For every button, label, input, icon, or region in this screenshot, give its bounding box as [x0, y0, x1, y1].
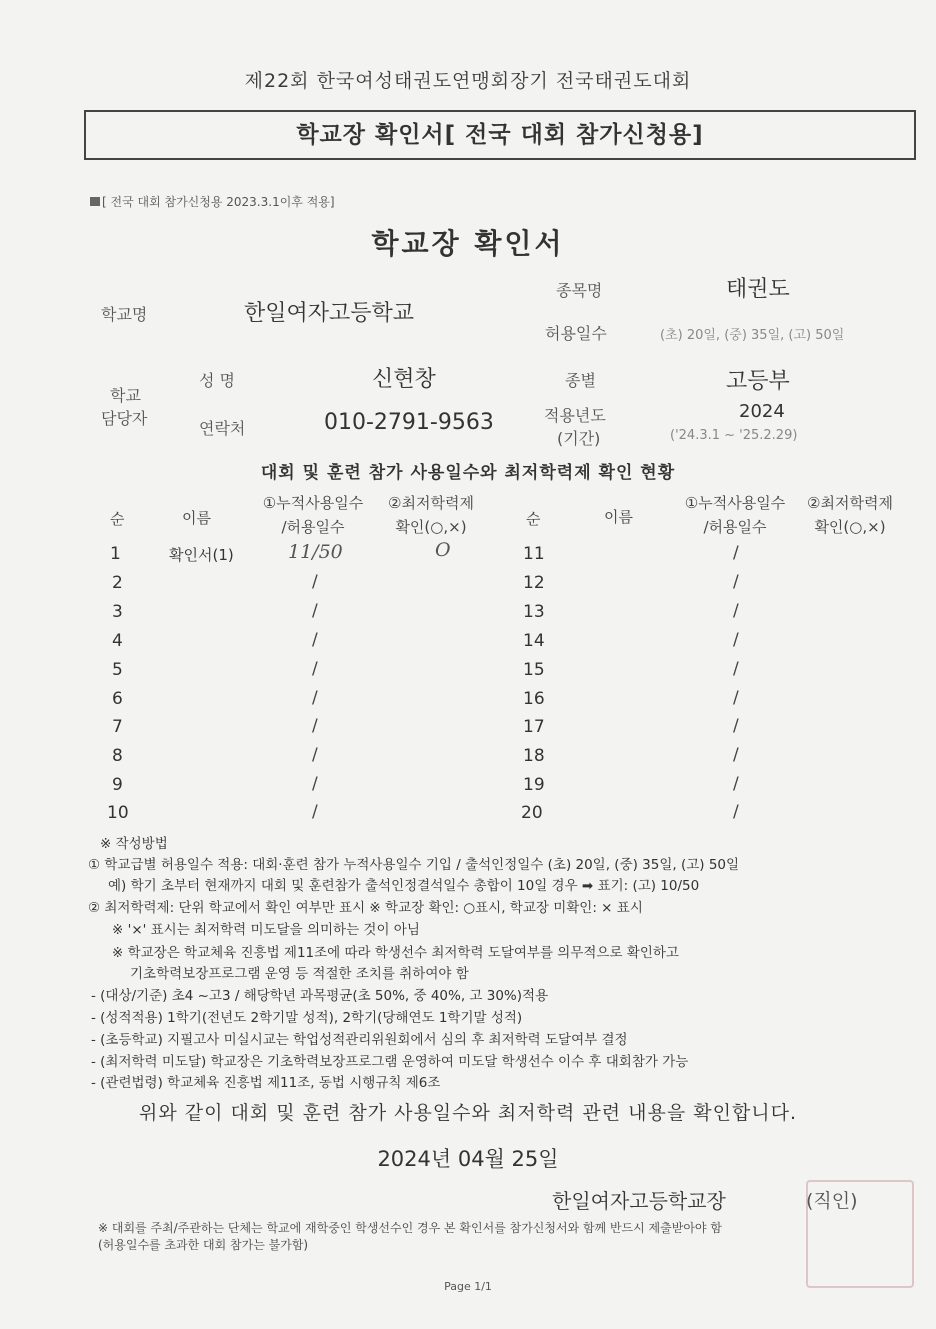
header-days-line1: ①누적사용일수: [684, 494, 786, 512]
row-name: 확인서(1): [169, 546, 234, 564]
category-label: 종별: [565, 371, 596, 390]
row-days: /: [312, 802, 318, 822]
header-name-left: 이름: [182, 509, 211, 527]
note-line: ※ 학교장은 학교체육 진흥법 제11조에 따라 학생선수 최저학력 도달여부를 의무적으로 확인하고: [112, 945, 679, 961]
school-value: 한일여자고등학교: [244, 301, 415, 326]
note-line: - (대상/기준) 초4 ~고3 / 해당학년 과목평균(초 50%, 중 40%, 고 30%)적용: [91, 988, 549, 1004]
status-title: 대회 및 훈련 참가 사용일수와 최저학력제 확인 현황: [260, 463, 676, 483]
row-seq: 3: [112, 602, 123, 622]
footer-line1: ※ 대회를 주최/주관하는 단체는 학교에 재학중인 학생선수인 경우 본 확인서를 참가신청서와 함께 반드시 제출받아야 함: [98, 1221, 722, 1235]
row-seq: 10: [107, 803, 129, 823]
row-days: /: [733, 659, 739, 679]
allowed-days-value: (초) 20일, (중) 35일, (고) 50일: [660, 328, 845, 343]
row-days: /: [733, 630, 739, 650]
row-seq: 12: [523, 573, 545, 593]
form-heading: 학교장 확인서: [371, 227, 565, 260]
row-days: /: [312, 774, 318, 794]
header-days-line1: ①누적사용일수: [262, 494, 364, 512]
square-icon: [90, 197, 100, 206]
header-name-right: 이름: [604, 508, 633, 526]
name-value: 신현창: [372, 367, 436, 392]
row-seq: 5: [112, 660, 123, 680]
row-check-handwritten: O: [435, 539, 451, 561]
allowed-days-label: 허용일수: [545, 324, 607, 343]
seal-label: (직인): [806, 1190, 858, 1212]
row-seq: 18: [523, 746, 545, 766]
principal-name: 한일여자고등학교장: [552, 1189, 726, 1213]
note-line: ※ '×' 표시는 최저학력 미도달을 의미하는 것이 아님: [112, 922, 420, 938]
period-value: ('24.3.1 ~ '25.2.29): [670, 428, 798, 443]
row-days: /: [733, 688, 739, 708]
contact-value: 010-2791-9563: [324, 410, 494, 435]
header-days-left: [258, 491, 368, 539]
year-value: 2024: [739, 401, 785, 422]
header-academic-left: [376, 491, 486, 539]
form-tag-text: [ 전국 대회 참가신청용 2023.3.1이후 적용]: [102, 195, 335, 209]
row-seq: 16: [523, 689, 545, 709]
note-line: 기초학력보장프로그램 운영 등 적절한 조치를 취하여야 함: [130, 966, 469, 982]
row-seq: 13: [523, 602, 545, 622]
note-line: - (성적적용) 1학기(전년도 2학기말 성적), 2학기(당해연도 1학기말 성적): [91, 1010, 523, 1026]
header-academic-right: [794, 491, 906, 539]
header-academic-line2: 확인(○,×): [814, 518, 886, 536]
manager-label-line1: 학교: [110, 386, 141, 405]
row-days: /: [312, 716, 318, 736]
event-title: 제22회 한국여성태권도연맹회장기 전국태권도대회: [244, 70, 692, 92]
footer-note: [98, 1220, 722, 1254]
row-seq: 14: [523, 631, 545, 651]
note-line: ① 학교급별 허용일수 적용: 대회·훈련 참가 누적사용일수 기입 / 출석인정일수 (초) 20일, (중) 35일, (고) 50일: [88, 857, 740, 873]
document-title: 학교장 확인서[ 전국 대회 참가신청용]: [296, 122, 704, 148]
year-label-line1: 적용년도: [544, 406, 606, 425]
row-days-handwritten: 11/50: [288, 541, 343, 563]
row-seq: 20: [521, 803, 543, 823]
row-days: /: [733, 745, 739, 765]
header-seq-left: 순: [110, 510, 125, 528]
row-days: /: [312, 601, 318, 621]
document-title-box: [84, 110, 916, 160]
row-seq: 9: [112, 775, 123, 795]
header-days-right: [680, 491, 790, 539]
row-days: /: [733, 572, 739, 592]
row-seq: 4: [112, 631, 123, 651]
row-days: /: [733, 543, 739, 563]
row-seq: 11: [523, 544, 545, 564]
row-days: /: [312, 688, 318, 708]
issue-date: 2024년 04월 25일: [377, 1147, 559, 1171]
note-line: 예) 학기 초부터 현재까지 대회 및 훈련참가 출석인정결석일수 총합이 10일 경우 ➡ 표기: (고) 10/50: [108, 878, 700, 894]
row-days: /: [733, 601, 739, 621]
notes-heading: ※ 작성방법: [100, 836, 168, 852]
row-seq: 8: [112, 746, 123, 766]
page-number: Page 1/1: [444, 1280, 492, 1293]
row-days: /: [312, 572, 318, 592]
row-days: /: [733, 774, 739, 794]
header-academic-line2: 확인(○,×): [395, 518, 467, 536]
confirmation-statement: 위와 같이 대회 및 훈련 참가 사용일수와 최저학력 관련 내용을 확인합니다.: [138, 1102, 798, 1124]
row-seq: 1: [110, 544, 121, 564]
row-seq: 2: [112, 573, 123, 593]
school-label: 학교명: [101, 305, 148, 324]
row-seq: 7: [112, 717, 123, 737]
footer-line2: (허용일수를 초과한 대회 참가는 불가함): [98, 1238, 309, 1252]
row-days: /: [312, 659, 318, 679]
header-days-line2: /허용일수: [281, 518, 345, 536]
row-seq: 15: [523, 660, 545, 680]
row-days: /: [733, 802, 739, 822]
header-seq-right: 순: [526, 510, 541, 528]
sport-label: 종목명: [556, 281, 603, 300]
note-line: - (관련법령) 학교체육 진흥법 제11조, 동법 시행규칙 제6조: [91, 1075, 441, 1091]
header-academic-line1: ②최저학력제: [807, 494, 893, 512]
category-value: 고등부: [726, 369, 790, 394]
year-label-line2: (기간): [557, 429, 601, 448]
row-days: /: [312, 630, 318, 650]
name-label: 성 명: [199, 371, 235, 390]
row-seq: 19: [523, 775, 545, 795]
row-seq: 17: [523, 717, 545, 737]
row-days: /: [733, 716, 739, 736]
note-line: - (최저학력 미도달) 학교장은 기초학력보장프로그램 운영하여 미도달 학생선수 이수 후 대회참가 가능: [91, 1054, 689, 1070]
contact-label: 연락처: [199, 419, 246, 438]
header-academic-line1: ②최저학력제: [388, 494, 474, 512]
note-line: ② 최저학력제: 단위 학교에서 확인 여부만 표시 ※ 학교장 확인: ○표시, 학교장 미확인: × 표시: [88, 900, 643, 916]
sport-value: 태권도: [726, 277, 790, 302]
row-days: /: [312, 745, 318, 765]
note-line: - (초등학교) 지필고사 미실시교는 학업성적관리위원회에서 심의 후 최저학력 도달여부 결정: [91, 1032, 628, 1048]
form-tag: [90, 193, 335, 210]
manager-label-line2: 담당자: [101, 409, 148, 428]
header-days-line2: /허용일수: [703, 518, 767, 536]
row-seq: 6: [112, 689, 123, 709]
